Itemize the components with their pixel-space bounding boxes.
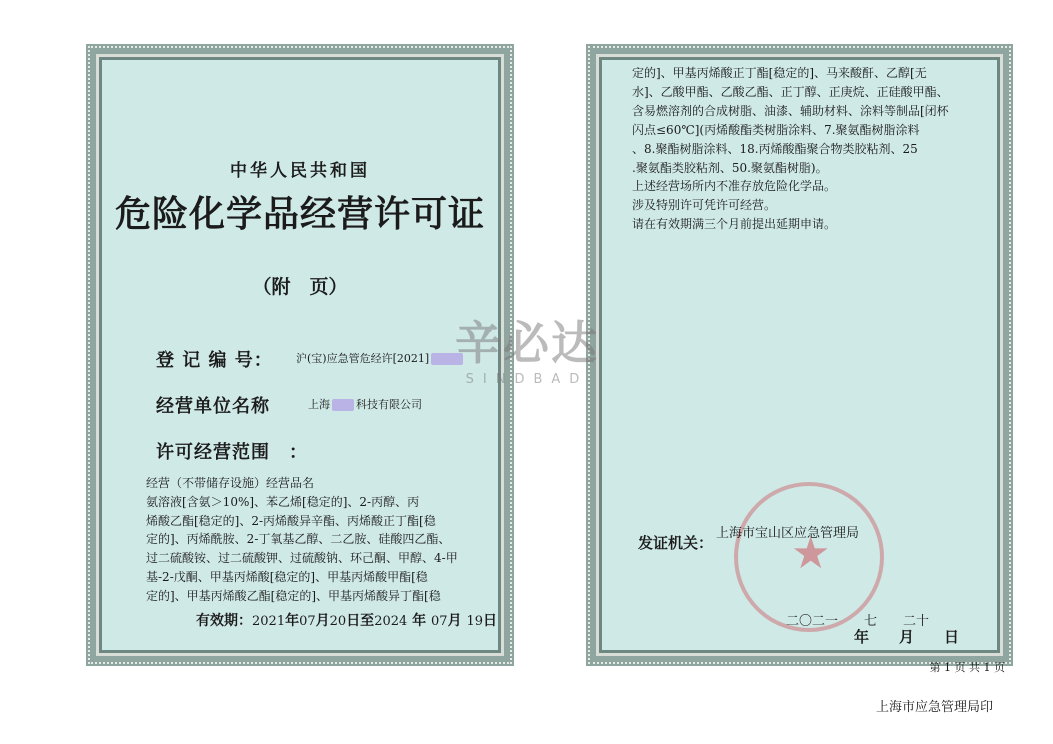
company-suffix: 科技有限公司 — [356, 398, 422, 411]
validity-start-month: 07 — [299, 614, 316, 629]
company-prefix: 上海 — [308, 398, 330, 411]
watermark-cn: 辛必达 — [455, 316, 599, 370]
scope-continuation-text: 定的]、甲基丙烯酸正丁酯[稳定的]、马来酸酐、乙醇[无 水]、乙酸甲酯、乙酸乙酯、正丁醇、正庚烷、正硅酸甲酯、 含易燃溶剂的合成树脂、油漆、辅助材料、涂料等制品[闭杯 闪点≤60℃](丙烯酸酯类树脂涂料、7.聚氨酯树脂涂料 、8.聚酯树脂涂料、18.丙烯酸酯聚合物类胶粘剂、25 .聚氨酯类胶粘剂、50.聚氨酯树脂)。 上述经营场所内不准存放危险化学品。 涉及特别许可凭许可经营。 请在有效期满三个月前提出延期申请。 — [632, 66, 949, 232]
business-scope-text: 经营（不带储存设施）经营品名 氨溶液[含氨＞10%]、苯乙烯[稳定的]、2-丙醇、丙 烯酸乙酯[稳定的]、2-丙烯酸异辛酯、丙烯酸正丁酯[稳 定的]、丙烯酰胺、2-丁氧基乙醇、二乙胺、硅酸四乙酯、 过二硫酸铵、过二硫酸钾、过硫酸钠、环己酮、甲醇、4-甲 基-2-戊酮、甲基丙烯酸[稳定的]、甲基丙烯酸甲酯[稳 定的]、甲基丙烯酸乙酯[稳定的]、甲基丙烯酸异丁酯[稳 — [146, 476, 458, 603]
validity-end-year: 2024 — [374, 614, 408, 629]
watermark-en: SINDBAD — [465, 372, 589, 387]
certificate-right-page — [586, 44, 1013, 666]
country-name: 中华人民共和国 — [230, 161, 370, 181]
scope-label: 许可经营范围 ： — [156, 442, 308, 463]
reg-no-label: 登 记 编 号： — [156, 350, 273, 371]
reg-no-text: 沪(宝)应急管危经许[2021] — [296, 352, 430, 365]
validity-start-year: 2021 — [252, 614, 286, 629]
seal-star-icon: ★ — [791, 528, 831, 579]
validity-end-month: 07 — [431, 614, 448, 629]
company-value — [308, 396, 422, 412]
validity-period: 有效期：2021年07月20日至2024 年 07月 19日 — [196, 613, 497, 629]
issuer-label: 发证机关： — [638, 534, 714, 552]
issue-date-units: 年 月 日 — [854, 628, 960, 646]
validity-start-day: 20 — [329, 614, 347, 629]
validity-end-day: 19 — [466, 614, 483, 629]
issuer-name: 上海市宝山区应急管理局 — [716, 526, 860, 541]
watermark-logo — [432, 316, 622, 387]
footer-printer: 上海市应急管理局印 — [875, 700, 993, 715]
validity-label: 有效期： — [196, 613, 252, 629]
company-label: 经营单位名称 — [156, 396, 270, 417]
certificate-title: 危险化学品经营许可证 — [114, 194, 485, 235]
issue-date: 二〇二一 七 二十 — [786, 614, 930, 629]
redaction-mark — [332, 399, 354, 411]
page-count: 第 1 页 共 1 页 — [929, 661, 1005, 674]
certificate-subtitle: （附 页） — [252, 276, 348, 298]
